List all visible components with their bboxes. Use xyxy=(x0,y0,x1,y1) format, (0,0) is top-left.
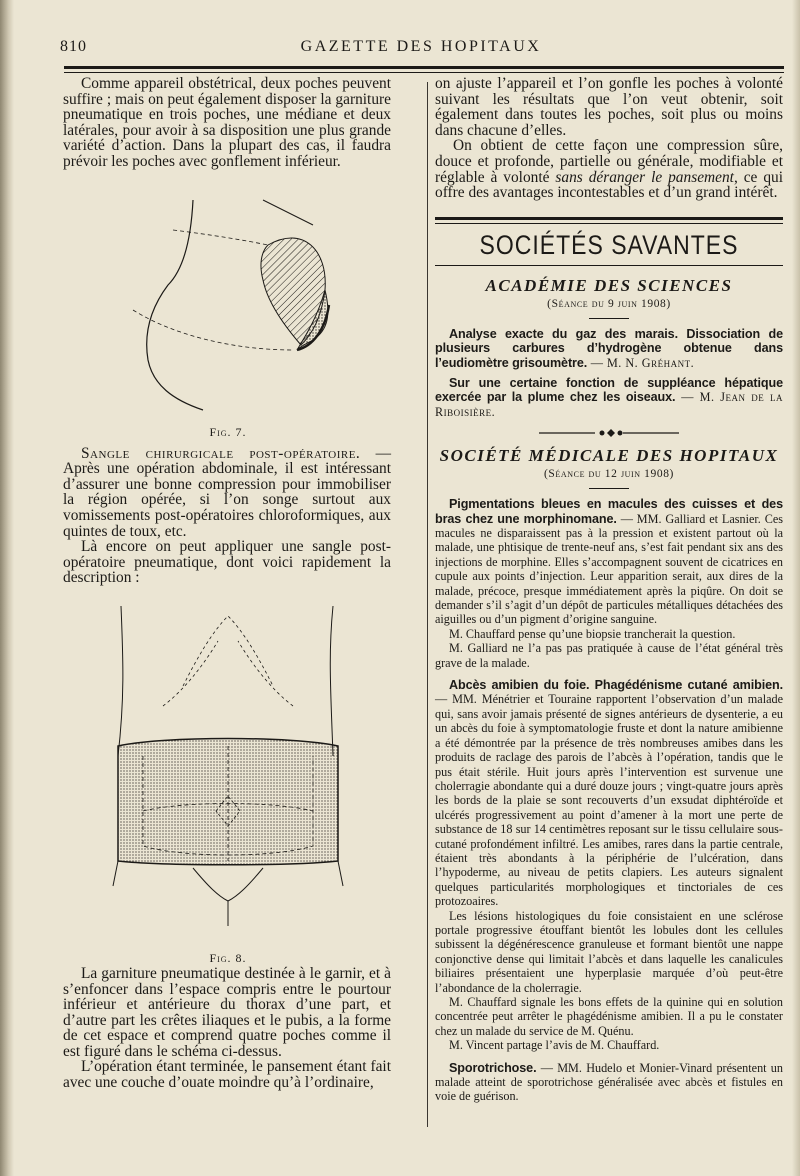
figure-8 xyxy=(63,596,393,966)
academy-title: ACADÉMIE DES SCIENCES xyxy=(485,275,733,295)
abces-chauffard: M. Chauffard signale les bons effets de la quinine qui en solution concentrée peut arrêter le phagédénisme amibien. Il a pu le constater chez un malade du service de M. Quénu. xyxy=(435,995,783,1038)
column-separator xyxy=(427,82,428,1127)
page-edge-shadow xyxy=(792,0,800,1176)
compression-emphasis: sans déranger le pansement xyxy=(555,168,734,186)
sangle-heading: Sangle chirurgicale post-opératoire. xyxy=(81,444,361,462)
sporotrichose-title: Sporotrichose. xyxy=(449,1060,537,1075)
paragraph-continuation: on ajuste l’appareil et l’on gonfle les poches à volonté suivant les résultats que l’on veut obtenir, soit également dans toutes les poches, soit plus ou moins dans chacune d’elles. xyxy=(435,75,783,139)
running-title: GAZETTE DES HOPITAUX xyxy=(300,38,542,55)
academy-rule xyxy=(589,318,629,319)
sporotrichose-text: — MM. Hudelo et Monier-Vinard présentent un malade atteint de sporotrichose généralisée avec abcès et fistules en voie de guérison. xyxy=(435,1060,783,1104)
item-pigmentations xyxy=(435,497,783,627)
section-rule-thick xyxy=(435,217,783,220)
page-header xyxy=(60,38,782,62)
compression-text-b: , ce qui offre des avantages incontestables et d’un grand intérêt. xyxy=(435,168,783,202)
section-title: SOCIÉTÉS SAVANTES xyxy=(479,229,739,260)
figure-7-caption: Fig. 7. xyxy=(209,424,247,439)
paragraph-obstetrical: Comme appareil obstétrical, deux poches peuvent suffire ; mais on peut également disposer la garniture pneumatique en trois poches, une médiane et deux latérales, pour avoir à sa disposition une plus grande variété d’action. Dans la plupart des cas, il faudra prévoir les poches avec gonflement inférieur. xyxy=(63,75,391,170)
header-rule-thick xyxy=(64,66,784,69)
ornament-divider xyxy=(435,426,783,440)
pigmentations-galliard: M. Galliard ne l’a pas pas pratiquée à cause de l’état général très grave de la malade. xyxy=(435,641,783,670)
pigmentations-title: Pigmentations bleues en macules des cuisses et des bras chez une morphinomane. xyxy=(435,497,783,526)
compression-text-a: On obtient de cette façon une compression sûre, douce et profonde, partielle ou générale, modifiable et réglable à volonté xyxy=(435,137,783,186)
paragraph-operation: L’opération étant terminée, le pansement étant fait avec une couche d’ouate moindre qu’à l’ordinaire, xyxy=(63,1058,391,1092)
paragraph-compression xyxy=(435,138,783,200)
abces-vincent: M. Vincent partage l’avis de M. Chauffard. xyxy=(449,1038,660,1053)
right-column xyxy=(435,76,783,1104)
figure-8-drawing xyxy=(63,596,393,946)
society-session: (Séance du 12 juin 1908) xyxy=(543,468,674,481)
academy-item-1-title: Analyse exacte du gaz des marais. Dissociation de plusieurs carbures d’hydrogène obtenue dans l’eudiomètre grisoumètre. xyxy=(435,326,783,370)
figure-7 xyxy=(63,170,393,442)
header-rule-thin xyxy=(64,72,784,73)
academy-item-1 xyxy=(435,327,783,370)
sangle-text: — Après une opération abdominale, il est intéressant d’assurer une bonne compression pour immobiliser la région opérée, si l’on songe surtout aux vomissements post-opératoires chloroformiques, aux quintes de toux, etc. xyxy=(63,444,391,540)
paragraph-la-encore: Là encore on peut appliquer une sangle post-opératoire pneumatique, dont voici rapidement la description : xyxy=(63,538,391,587)
page-binding-shadow xyxy=(0,0,14,1176)
abces-title: Abcès amibien du foie. Phagédénisme cutané amibien. xyxy=(449,678,783,693)
academy-item-2-title: Sur une certaine fonction de suppléance hépatique exercée par la plume chez les oiseaux. xyxy=(435,375,783,405)
section-divider xyxy=(435,217,783,224)
society-rule xyxy=(589,488,629,489)
abces-text: — MM. Ménétrier et Touraine rapportent l’observation d’un malade qui, sans avoir jamais présenté de signes antérieurs de dysenterie, a eu un abcès du foie à symptomatologie fruste et dont la nature amibienne a été démontrée par la présence de très nombreuses amibes dans les produits de raclage des parois de l’abcès à l’opération, tandis que le pus était stérile. Huit jours après l’intervention est survenue une cholerragie abondante qui a duré douze jours ; vingt-quatre jours après les bords de la plaie se sont recouverts d’un exsudat diphtéroïde et ulcérés progressivement au point d’amener à la mort une perte de substance de 18 sur 14 centimètres reposant sur le tissu cellulaire sous-cutané profondément infiltré. Les amibes, rares dans la partie centrale, étaient très abondants à la périphérie de l’ulcération, dans l’hypoderme, au niveau de petits clapiers. Les auteurs signalent quelques particularités morphologiques et tinctoriales de ces protozoaires. xyxy=(435,692,783,909)
ornament-rule-icon xyxy=(435,426,783,440)
page-number: 810 xyxy=(60,38,87,55)
figure-7-drawing xyxy=(63,170,393,420)
item-abces xyxy=(435,678,783,909)
paragraph-sangle xyxy=(63,446,391,540)
figure-8-caption: Fig. 8. xyxy=(209,950,247,965)
pigmentations-chauffard: M. Chauffard pense qu’une biopsie trancherait la question. xyxy=(449,626,736,641)
section-title-underline xyxy=(435,265,783,266)
academy-item-1-author: — M. N. Gréhant. xyxy=(587,355,695,370)
academy-item-2 xyxy=(435,376,783,419)
left-column xyxy=(63,76,391,1091)
academy-session: (Séance du 9 juin 1908) xyxy=(547,297,671,310)
pigmentations-text: — MM. Galliard et Lasnier. Ces macules ne disparaissent pas à la pression et existent partout où la malade, une phtisique de trente-neuf ans, s’est fait pendant six ans des injections de morphine. Elles s’accompagnent souvent de cicatrices en cupule aux points d’injection. Leur apparition serait, aux dires de la malade, précoce, presque immédiatement après la piqûre. On doit se demander s’il s’agit d’un dépôt de particules métalliques détachées des aiguilles ou d’un pigment d’origine sanguine. xyxy=(435,511,783,627)
section-rule-thin xyxy=(435,223,783,224)
society-title: SOCIÉTÉ MÉDICALE DES HOPITAUX xyxy=(439,446,779,466)
item-sporotrichose xyxy=(435,1061,783,1104)
paragraph-garniture: La garniture pneumatique destinée à le garnir, et à s’enfoncer dans l’espace compris entre le pourtour inférieur et antérieure du thorax d’une part, et d’autre part les crêtes iliaques et le pubis, a la forme de cet espace et comprend quatre poches comme il est figuré dans le schéma ci-dessus. xyxy=(63,964,391,1060)
academy-item-2-author: — M. Jean de la Riboisière. xyxy=(435,390,783,419)
abces-histology: Les lésions histologiques du foie consistaient en une sclérose portale progressive étouffant bientôt les lobules dont les cellules subissent la dégénérescence granuleuse et formant bientôt une nappe conjonctive dense qui limitait l’abcès et dans laquelle les canalicules biliaires présentaient une hyperplasie marquée d’où peut-être l’abondance de la cholerragie. xyxy=(435,908,783,995)
